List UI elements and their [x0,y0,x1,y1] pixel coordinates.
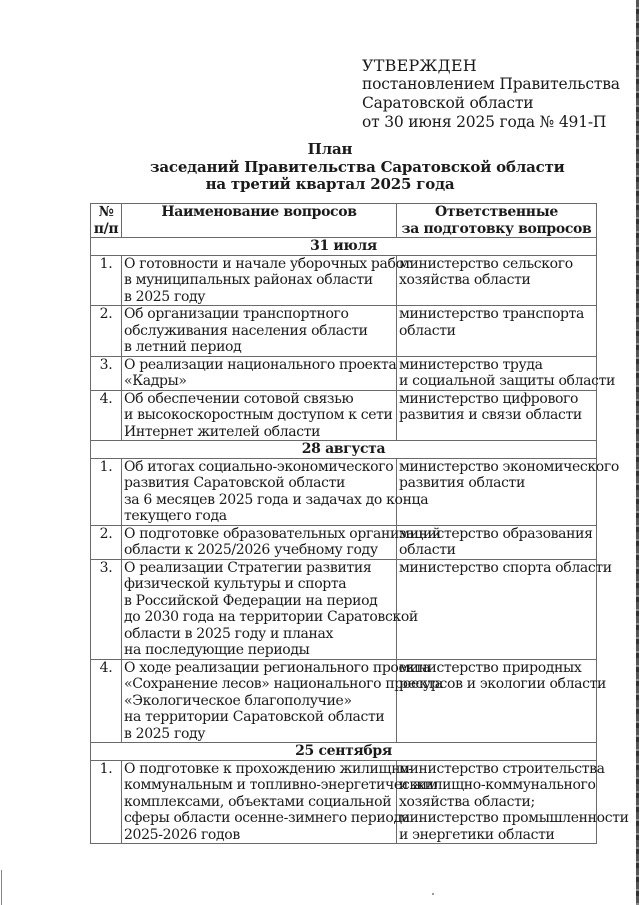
table-row [91,458,597,525]
question-line: Об итогах социально-экономического [124,458,394,475]
question-line: развития Саратовской области [124,475,345,491]
header-responsible-line: Ответственные [435,204,558,220]
question-line: в Российской Федерации на период [124,592,378,609]
question-cell [122,356,397,390]
title-line: заседаний Правительства Саратовской области [150,157,565,176]
question-line: «Экологическое благополучие» [124,692,352,709]
responsible-cell [397,306,597,357]
header-number-line: п/п [93,220,119,237]
question-line: в муниципальных районах области [124,272,373,288]
title-line: на третий квартал 2025 года [205,175,455,193]
question-cell [122,760,438,844]
table-row [91,255,597,306]
approval-line: Саратовской области [362,94,534,112]
responsible-line: хозяйства области; [399,793,535,810]
question-line: О готовности и начале уборочных работ [124,255,412,272]
title-line: План [307,140,353,158]
responsible-line: и энергетики области [399,826,555,843]
responsible-cell [397,659,607,743]
table-row [91,760,597,844]
table-row [91,390,597,441]
responsible-cell [397,356,616,390]
meetings-plan-table [90,203,629,844]
scan-edge-shadow [636,0,639,905]
scan-margin-mark [1,870,2,905]
question-line: и высокоскоростным доступом к сети [124,407,393,423]
responsible-line: министерство промышленности [399,810,629,826]
question-line: обслуживания населения области [124,322,368,339]
table-row [91,356,597,390]
table-row [91,306,597,357]
question-line: О ходе реализации регионального проекта [124,659,431,676]
header-responsible [397,204,597,238]
question-line: О подготовке к прохождению жилищно- [124,760,413,777]
responsible-line: министерство труда [399,356,543,373]
row-number: 4. [91,659,122,743]
question-line: на территории Саратовской области [124,709,385,725]
row-number: 1. [91,458,122,525]
question-line: Интернет жителей области [124,423,321,440]
question-line: в 2025 году [124,725,206,742]
row-number: 1. [91,255,122,306]
row-number: 3. [91,559,122,659]
approval-line: постановлением Правительства [362,75,620,93]
meeting-date: 28 августа [91,441,597,459]
table-header-row [91,204,597,238]
question-line: на последующие периоды [124,642,310,658]
question-cell [122,659,443,743]
question-line: в летний период [124,339,242,355]
question-line: «Сохранение лесов» национального проекта [124,676,443,692]
question-line: Об обеспечении сотовой связью [124,390,354,407]
approval-line: от 30 июня 2025 года № 491-П [362,113,607,131]
row-number: 4. [91,390,122,441]
responsible-line: и социальной защиты области [399,373,616,389]
responsible-line: министерство экономического [399,458,619,475]
scan-speck [432,893,434,895]
responsible-line: хозяйства области [399,272,531,288]
question-cell [122,390,397,441]
document-title [150,140,565,194]
table-row [91,525,597,559]
meeting-date-row [91,238,597,256]
meeting-date: 25 сентября [91,743,597,761]
question-line: сферы области осенне-зимнего периода [124,810,410,826]
question-line: О реализации национального проекта [124,356,397,373]
responsible-line: министерство природных [399,659,582,676]
row-number: 1. [91,760,122,844]
meeting-date-row [91,743,597,761]
responsible-line: ресурсов и экологии области [399,676,607,692]
question-cell [122,255,412,306]
row-number: 3. [91,356,122,390]
question-cell [122,306,397,357]
question-cell [122,525,441,559]
meeting-date-row [91,441,597,459]
responsible-line: министерство цифрового [399,390,579,407]
responsible-cell [397,255,597,306]
responsible-cell [397,760,629,844]
question-line: области в 2025 году и планах [124,625,334,642]
approval-block [362,56,620,132]
responsible-line: министерство строительства [399,760,605,777]
question-line: О подготовке образовательных организаций [124,525,441,542]
row-number: 2. [91,525,122,559]
question-line: текущего года [124,508,227,524]
question-line: «Кадры» [124,373,187,389]
header-question: Наименование вопросов [122,204,397,238]
responsible-line: министерство сельского [399,255,573,272]
question-cell [122,458,429,525]
responsible-cell [397,525,597,559]
row-number: 2. [91,306,122,357]
responsible-line: развития и связи области [399,407,582,423]
responsible-line: министерство транспорта [399,306,585,322]
responsible-line: области [399,322,456,339]
question-line: 2025-2026 годов [124,826,240,843]
question-cell [122,559,418,659]
responsible-line: министерство спорта области [399,559,612,576]
table-row [91,559,597,659]
question-line: коммунальным и топливно-энергетическим [124,777,438,793]
meeting-date: 31 июля [91,238,597,256]
approval-stamp: УТВЕРЖДЕН [362,56,477,75]
question-line: в 2025 году [124,288,206,305]
responsible-cell [397,390,597,441]
table-row [91,659,597,743]
header-responsible-line: за подготовку вопросов [401,220,592,237]
question-line: за 6 месяцев 2025 года и задачах до конца [124,491,429,508]
responsible-line: и жилищно-коммунального [399,777,596,793]
question-line: физической культуры и спорта [124,576,347,592]
header-number [91,204,122,238]
question-line: до 2030 года на территории Саратовской [124,609,418,625]
responsible-line: развития области [399,475,525,491]
question-line: комплексами, объектами социальной [124,793,392,810]
header-number-line: № [98,204,114,220]
question-line: Об организации транспортного [124,306,349,322]
responsible-cell [397,559,612,659]
question-line: области к 2025/2026 учебному году [124,542,378,558]
responsible-line: области [399,542,456,558]
responsible-line: министерство образования [399,525,593,542]
question-line: О реализации Стратегии развития [124,559,372,576]
